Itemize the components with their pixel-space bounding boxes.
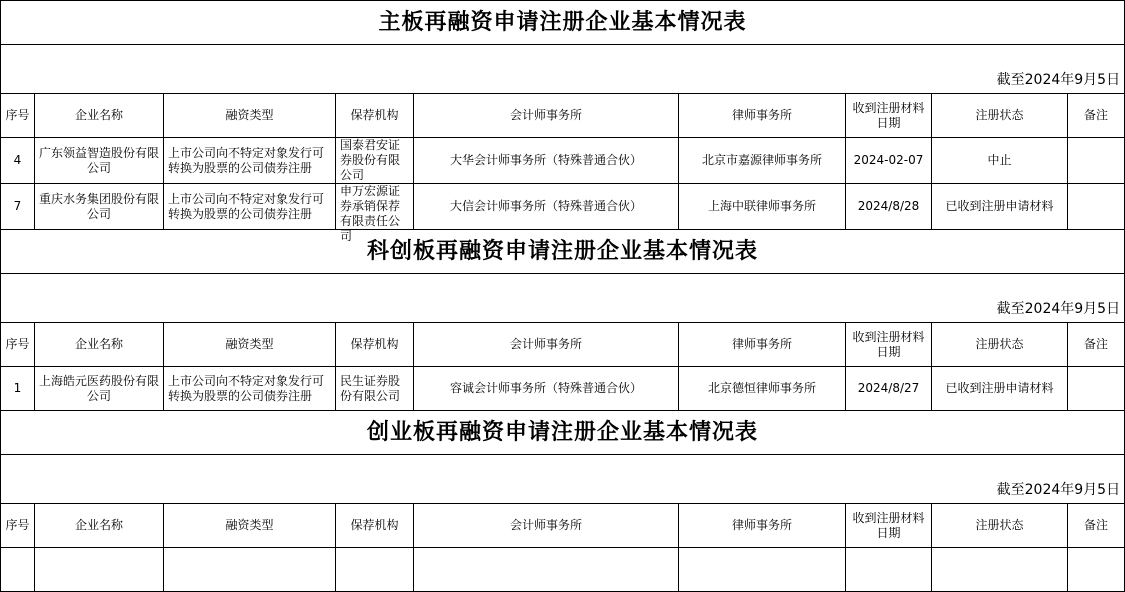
cell-status: 中止 <box>932 138 1068 184</box>
cell-company: 上海皓元医药股份有限公司 <box>35 367 164 411</box>
col-header-received-date: 收到注册材料日期 <box>846 323 932 367</box>
as-of-date: 截至2024年9月5日 <box>1 274 1125 323</box>
cell-law-firm <box>679 548 846 592</box>
as-of-date: 截至2024年9月5日 <box>1 455 1125 504</box>
col-header-note: 备注 <box>1068 323 1125 367</box>
cell-note <box>1068 138 1125 184</box>
col-header-law-firm: 律师事务所 <box>679 323 846 367</box>
cell-note <box>1068 367 1125 411</box>
cell-seq: 4 <box>1 138 35 184</box>
cell-sponsor <box>336 548 414 592</box>
header-row <box>1 504 1125 548</box>
col-header-company: 企业名称 <box>35 504 164 548</box>
cell-note <box>1068 184 1125 230</box>
cell-seq <box>1 548 35 592</box>
cell-status: 已收到注册申请材料 <box>932 367 1068 411</box>
cell-company: 重庆水务集团股份有限公司 <box>35 184 164 230</box>
section-title-chinext: 创业板再融资申请注册企业基本情况表 <box>1 411 1125 455</box>
cell-accounting-firm: 大信会计师事务所（特殊普通合伙） <box>414 184 679 230</box>
as-of-date: 截至2024年9月5日 <box>1 45 1125 94</box>
table-row <box>1 367 1125 411</box>
col-header-sponsor: 保荐机构 <box>336 323 414 367</box>
table-row <box>1 184 1125 230</box>
col-header-seq: 序号 <box>1 94 35 138</box>
table-row <box>1 138 1125 184</box>
col-header-received-date: 收到注册材料日期 <box>846 504 932 548</box>
col-header-accounting-firm: 会计师事务所 <box>414 504 679 548</box>
cell-accounting-firm <box>414 548 679 592</box>
cell-financing-type: 上市公司向不特定对象发行可转换为股票的公司债券注册 <box>164 184 336 230</box>
cell-received-date: 2024/8/27 <box>846 367 932 411</box>
col-header-status: 注册状态 <box>932 323 1068 367</box>
cell-law-firm: 北京市嘉源律师事务所 <box>679 138 846 184</box>
section-title-star-market: 科创板再融资申请注册企业基本情况表 <box>1 230 1125 274</box>
col-header-note: 备注 <box>1068 504 1125 548</box>
cell-sponsor: 申万宏源证券承销保荐有限责任公司 <box>336 184 414 230</box>
cell-received-date <box>846 548 932 592</box>
col-header-status: 注册状态 <box>932 504 1068 548</box>
cell-accounting-firm: 大华会计师事务所（特殊普通合伙） <box>414 138 679 184</box>
col-header-sponsor: 保荐机构 <box>336 94 414 138</box>
cell-sponsor: 国泰君安证券股份有限公司 <box>336 138 414 184</box>
col-header-financing-type: 融资类型 <box>164 94 336 138</box>
header-row <box>1 94 1125 138</box>
col-header-note: 备注 <box>1068 94 1125 138</box>
cell-seq: 7 <box>1 184 35 230</box>
cell-law-firm: 上海中联律师事务所 <box>679 184 846 230</box>
col-header-sponsor: 保荐机构 <box>336 504 414 548</box>
cell-received-date: 2024/8/28 <box>846 184 932 230</box>
table-row <box>1 548 1125 592</box>
col-header-seq: 序号 <box>1 504 35 548</box>
col-header-financing-type: 融资类型 <box>164 323 336 367</box>
cell-sponsor: 民生证券股份有限公司 <box>336 367 414 411</box>
cell-financing-type: 上市公司向不特定对象发行可转换为股票的公司债券注册 <box>164 367 336 411</box>
col-header-company: 企业名称 <box>35 94 164 138</box>
cell-financing-type: 上市公司向不特定对象发行可转换为股票的公司债券注册 <box>164 138 336 184</box>
cell-status <box>932 548 1068 592</box>
col-header-accounting-firm: 会计师事务所 <box>414 94 679 138</box>
cell-company: 广东领益智造股份有限公司 <box>35 138 164 184</box>
section-title-main-board: 主板再融资申请注册企业基本情况表 <box>1 1 1125 45</box>
cell-received-date: 2024-02-07 <box>846 138 932 184</box>
col-header-seq: 序号 <box>1 323 35 367</box>
col-header-company: 企业名称 <box>35 323 164 367</box>
col-header-financing-type: 融资类型 <box>164 504 336 548</box>
cell-law-firm: 北京德恒律师事务所 <box>679 367 846 411</box>
col-header-law-firm: 律师事务所 <box>679 94 846 138</box>
col-header-accounting-firm: 会计师事务所 <box>414 323 679 367</box>
col-header-law-firm: 律师事务所 <box>679 504 846 548</box>
cell-status: 已收到注册申请材料 <box>932 184 1068 230</box>
col-header-status: 注册状态 <box>932 94 1068 138</box>
cell-financing-type <box>164 548 336 592</box>
header-row <box>1 323 1125 367</box>
col-header-received-date: 收到注册材料日期 <box>846 94 932 138</box>
cell-company <box>35 548 164 592</box>
cell-note <box>1068 548 1125 592</box>
cell-accounting-firm: 容诚会计师事务所（特殊普通合伙） <box>414 367 679 411</box>
cell-seq: 1 <box>1 367 35 411</box>
